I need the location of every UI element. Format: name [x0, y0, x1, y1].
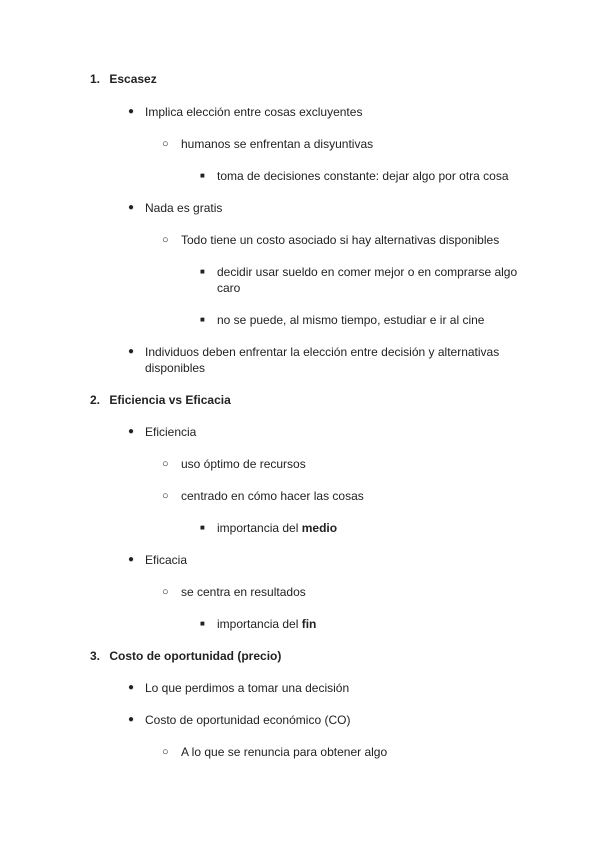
bullet-square: ■	[200, 619, 205, 628]
bullet-circle: ○	[162, 138, 169, 150]
bullet-square: ■	[200, 523, 205, 532]
list-item: A lo que se renuncia para obtener algo	[181, 745, 388, 759]
list-item: no se puede, al mismo tiempo, estudiar e ir al cine	[217, 313, 485, 327]
list-item: Todo tiene un costo asociado si hay alternativas disponibles	[181, 233, 500, 247]
bullet-disc: ●	[128, 682, 135, 693]
bullet-square: ■	[200, 267, 205, 276]
bullet-disc: ●	[128, 106, 135, 117]
bullet-disc: ●	[128, 346, 135, 357]
list-item: Costo de oportunidad económico (CO)	[145, 713, 351, 727]
item-text: importancia del	[217, 521, 302, 535]
section-title: Escasez	[109, 72, 157, 86]
list-item: Nada es gratis	[145, 201, 223, 215]
section-heading	[90, 392, 231, 408]
bullet-circle: ○	[162, 458, 169, 470]
list-item: toma de decisiones constante: dejar algo por otra cosa	[217, 169, 509, 183]
list-item: Lo que perdimos a tomar una decisión	[145, 681, 350, 695]
list-item: decidir usar sueldo en comer mejor o en comprarse algo caro	[217, 265, 518, 295]
list-item	[217, 520, 337, 536]
bullet-disc: ●	[128, 714, 135, 725]
list-item: centrado en cómo hacer las cosas	[181, 489, 364, 503]
item-bold-text: fin	[301, 617, 317, 631]
list-item	[217, 616, 316, 632]
section-title: Costo de oportunidad (precio)	[109, 649, 282, 663]
bullet-circle: ○	[162, 746, 169, 758]
bullet-disc: ●	[128, 202, 135, 213]
section-number: 1.	[90, 72, 101, 86]
bullet-disc: ●	[128, 554, 135, 565]
bullet-circle: ○	[162, 490, 169, 502]
item-text: importancia del	[217, 617, 302, 631]
item-bold-text: medio	[301, 521, 338, 535]
list-item: humanos se enfrentan a disyuntivas	[181, 137, 374, 151]
section-number: 3.	[90, 649, 101, 663]
section-heading	[90, 648, 281, 664]
list-item: Eficacia	[145, 553, 188, 567]
bullet-square: ■	[200, 171, 205, 180]
bullet-square: ■	[200, 315, 205, 324]
list-item: se centra en resultados	[181, 585, 306, 599]
section-title: Eficiencia vs Eficacia	[109, 393, 231, 407]
bullet-circle: ○	[162, 586, 169, 598]
list-item: Eficiencia	[145, 425, 197, 439]
list-item: Implica elección entre cosas excluyentes	[145, 105, 363, 119]
section-heading	[90, 71, 157, 87]
bullet-circle: ○	[162, 234, 169, 246]
section-number: 2.	[90, 393, 101, 407]
bullet-disc: ●	[128, 426, 135, 437]
list-item: Individuos deben enfrentar la elección entre decisión y alternativas disponibles	[145, 345, 500, 375]
list-item: uso óptimo de recursos	[181, 457, 306, 471]
